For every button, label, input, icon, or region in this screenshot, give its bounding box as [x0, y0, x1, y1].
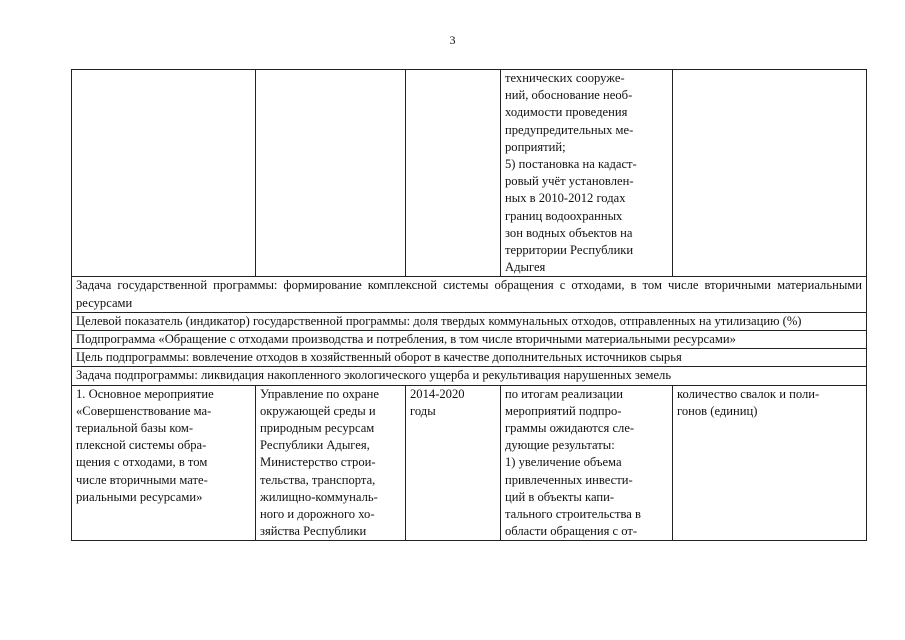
text-line: граммы ожидаются сле-	[505, 421, 635, 436]
table-cell	[673, 385, 867, 541]
text-line: 5) постановка на кадаст-	[505, 157, 637, 172]
text-line: териальной базы ком-	[76, 421, 194, 436]
table-cell	[501, 385, 673, 541]
text-line: предупредительных ме-	[505, 122, 634, 137]
text-line: роприятий;	[505, 139, 566, 154]
text-line: ного и дорожного хо-	[260, 507, 375, 522]
program-task-row: Задача государственной программы: формирование комплексной системы обращения с отходами, в том числе вторичными материальными ресурсами	[72, 277, 867, 312]
text-line: гонов (единиц)	[677, 403, 758, 418]
table-cell	[406, 385, 501, 541]
text-line: привлеченных инвести-	[505, 472, 633, 487]
text-line: щения с отходами, в том	[76, 455, 208, 470]
text-line: плексной системы обра-	[76, 438, 207, 453]
subprogram-task-row: Задача подпрограммы: ликвидация накопленного экологического ущерба и рекультивация нарушенных земель	[72, 367, 867, 385]
top-col4-text	[505, 70, 668, 276]
page-number: 3	[449, 33, 456, 47]
text-line: мероприятий подпро-	[505, 403, 622, 418]
text-line: количество свалок и поли-	[677, 386, 820, 401]
text-line: тельства, транспорта,	[260, 472, 376, 487]
table-cell	[673, 70, 867, 277]
text-line: ных в 2010-2012 годах	[505, 191, 626, 206]
text-line: природным ресурсам	[260, 421, 375, 436]
table-row	[72, 331, 867, 349]
text-line: области обращения с от-	[505, 524, 638, 539]
text-line: технических сооруже-	[505, 71, 625, 85]
table-cell	[72, 70, 256, 277]
text-line: ций в объекты капи-	[505, 489, 615, 504]
table-row	[72, 349, 867, 367]
text-line: ходимости проведения	[505, 105, 628, 120]
main-activity-text	[76, 386, 251, 506]
subprogram-row: Подпрограмма «Обращение с отходами производства и потребления, в том числе вторичными материальными ресурсами»	[72, 331, 867, 349]
text-line: территории Республики	[505, 243, 634, 258]
text-line: зон водных объектов на	[505, 225, 633, 240]
text-line: Республики Адыгея,	[260, 438, 370, 453]
table-row	[72, 367, 867, 385]
text-line: границ водоохранных	[505, 208, 623, 223]
expected-results-text	[505, 386, 668, 541]
text-line: Министерство строи-	[260, 455, 376, 470]
text-line: годы	[410, 403, 436, 418]
table-cell	[256, 385, 406, 541]
text-line: 1. Основное мероприятие	[76, 386, 214, 401]
text-line: Адыгея	[505, 260, 546, 275]
text-line: числе вторичными мате-	[76, 472, 208, 487]
subprogram-goal-row: Цель подпрограммы: вовлечение отходов в хозяйственный оборот в качестве дополнительных источников сырья	[72, 349, 867, 367]
target-indicator-row: Целевой показатель (индикатор) государственной программы: доля твердых коммунальных отходов, отправленных на утилизацию (%)	[72, 312, 867, 330]
table-cell	[406, 70, 501, 277]
program-table	[71, 69, 867, 541]
text-line: дующие результаты:	[505, 438, 615, 453]
text-line: зяйства Республики	[260, 524, 367, 539]
text-line: ровый учёт установлен-	[505, 174, 634, 189]
table-row	[72, 277, 867, 312]
table-row	[72, 312, 867, 330]
responsible-executor-text	[260, 386, 401, 541]
text-line: по итогам реализации	[505, 386, 623, 401]
indicator-text	[677, 386, 862, 420]
table-row	[72, 385, 867, 541]
table-cell	[501, 70, 673, 277]
text-line: ний, обоснование необ-	[505, 88, 633, 103]
text-line: риальными ресурсами»	[76, 489, 203, 504]
text-line: Управление по охране	[260, 386, 379, 401]
table-row	[72, 70, 867, 277]
text-line: «Совершенствование ма-	[76, 403, 212, 418]
text-line: окружающей среды и	[260, 403, 376, 418]
table-cell	[256, 70, 406, 277]
implementation-period-text	[410, 386, 496, 420]
text-line: тального строительства в	[505, 507, 641, 522]
text-line: жилищно-коммуналь-	[260, 489, 378, 504]
table-cell	[72, 385, 256, 541]
text-line: 2014-2020	[410, 386, 465, 401]
text-line: 1) увеличение объема	[505, 455, 622, 470]
